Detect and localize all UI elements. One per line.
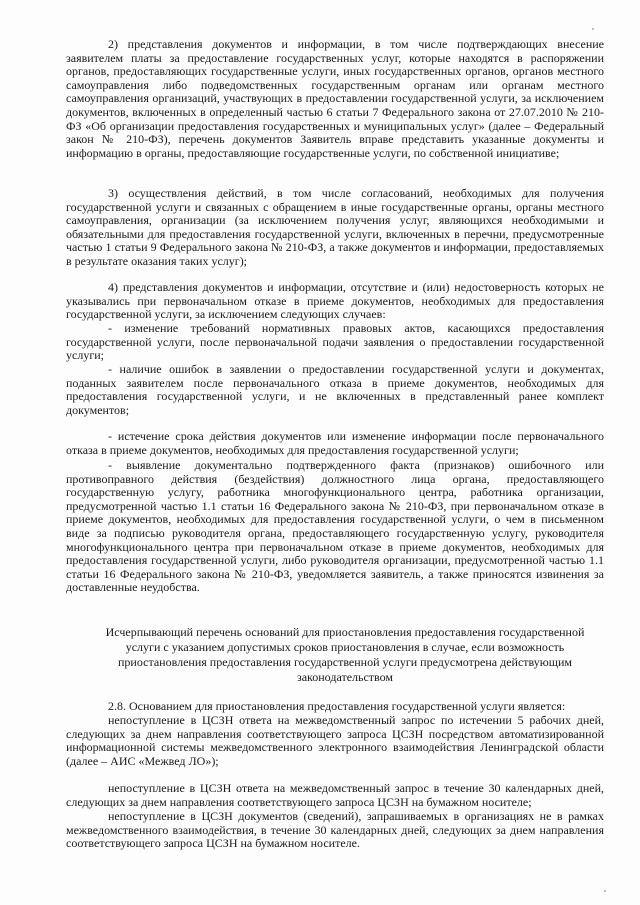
scan-speck	[592, 28, 594, 30]
dash-item-3: - истечение срока действия документов или изменение информации после первоначального отказа в приеме документов, необходимых для предоставления государственной услуги;	[66, 429, 604, 457]
paragraph-item-4: 4) представления документов и информации, отсутствие и (или) недостоверность которых не указывались при первоначальном отказе в приеме документов, необходимых для предоставления государственной услуги, за исключением следующих случаев:	[66, 280, 604, 322]
paragraph-item-2: 2) представления документов и информации, в том числе подтверждающих внесение заявителем платы за предоставление государственных услуг, которые находятся в распоряжении органов, предоставляющих государственные услуги, иных государственных органов, органов местного самоуправления либо подведомственных государственным органам или органам местного самоуправления организаций, участвующих в предоставлении государственной услуги, за исключением документов, включенных в определенный частью 6 статьи 7 Федерального закона от 27.07.2010 № 210-ФЗ «Об организации предоставления государственных и муниципальных услуг» (далее – Федеральный закон № 210-ФЗ), перечень документов Заявитель вправе представить указанные документы и информацию в органы, предоставляющие государственные услуги, по собственной инициативе;	[66, 37, 604, 160]
dash-item-2: - наличие ошибок в заявлении о предоставлении государственной услуги и документах, поданных заявителем после первоначального отказа в приеме документов, необходимых для предоставления государственной услуги, и не включенных в представленный ранее комплект документов;	[66, 362, 604, 417]
paragraph-item-3: 3) осуществления действий, в том числе согласований, необходимых для получения государственной услуги и связанных с обращением в иные государственные органы, органы местного самоуправления, организации (за исключением получения услуг, являющихся необходимыми и обязательными для предоставления государственной услуги, включенных в перечни, предусмотренные частью 1 статьи 9 Федерального закона № 210-ФЗ, а также документов и информации, предоставляемых в результате оказания таких услуг);	[66, 186, 604, 268]
section-2-8-title: 2.8. Основанием для приостановления предоставления государственной услуги является:	[108, 699, 566, 713]
dash-item-1: - изменение требований нормативных правовых актов, касающихся предоставления государственной услуги, после первоначальной подачи заявления о предоставлении государственной услуги;	[66, 321, 604, 363]
dash-item-4: - выявление документально подтвержденного факта (признаков) ошибочного или противоправного действия (бездействия) должностного лица органа, предоставляющего государственную услугу, работника многофункционального центра, работника организации, предусмотренной частью 1.1 статьи 16 Федерального закона № 210-ФЗ, при первоначальном отказе в приеме документов, необходимых для предоставления государственной услуги, о чем в письменном виде за подписью руководителя органа, предоставляющего государственную услугу, руководителя многофункционального центра при первоначальном отказе в приеме документов, необходимых для предоставления государственной услуги, либо руководителя организации, предусмотренной частью 1.1 статьи 16 Федерального закона № 210-ФЗ, уведомляется заявитель, а также приносятся извинения за доставленные неудобства.	[66, 458, 604, 595]
section-heading: Исчерпывающий перечень оснований для приостановления предоставления государственной услуги с указанием допустимых сроков приостановления в случае, если возможность приостановления предоставления государственной услуги предусмотрена действующим законодательством	[105, 625, 585, 684]
ground-item-2: непоступление в ЦСЗН ответа на межведомственный запрос в течение 30 календарных дней, следующих за днем направления соответствующего запроса ЦСЗН на бумажном носителе;	[66, 781, 604, 809]
scan-speck	[604, 890, 606, 892]
ground-item-1: непоступление в ЦСЗН ответа на межведомственный запрос по истечении 5 рабочих дней, следующих за днем направления соответствующего запроса ЦСЗН посредством автоматизированной информационной системы межведомственного электронного взаимодействия Ленинградской области (далее – АИС «Межвед ЛО»);	[66, 713, 604, 768]
ground-item-3: непоступление в ЦСЗН документов (сведений), запрашиваемых в организациях не в рамках межведомственного взаимодействия, в течение 30 календарных дней, следующих за днем направления соответствующего запроса ЦСЗН на бумажном носителе.	[66, 809, 604, 851]
